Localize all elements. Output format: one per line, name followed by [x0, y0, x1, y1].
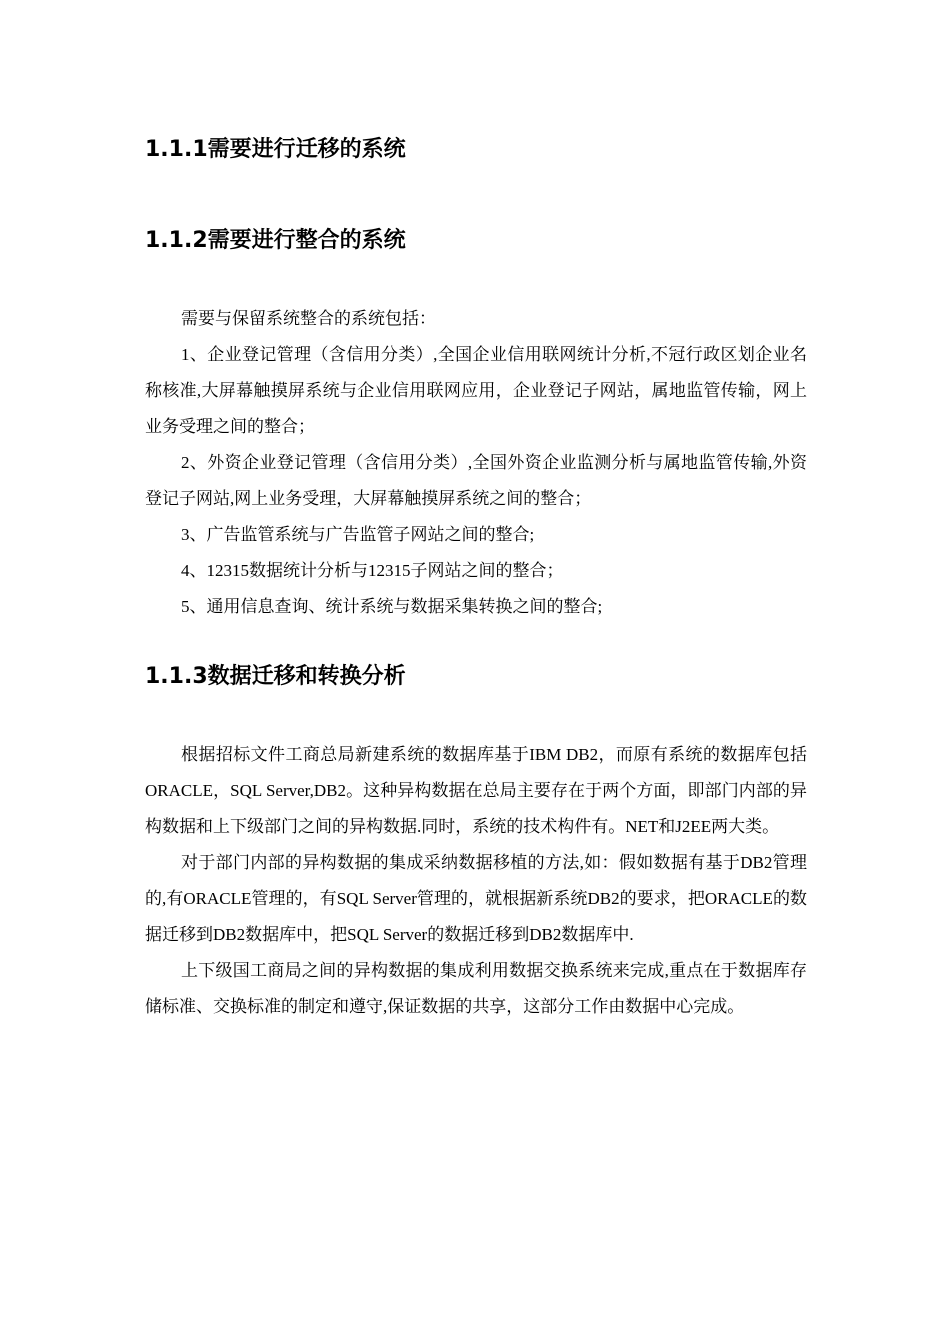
paragraph-item-5: 5、通用信息查询、统计系统与数据采集转换之间的整合; [181, 597, 603, 616]
paragraph-analysis-1: 根据招标文件工商总局新建系统的数据库基于IBM DB2，而原有系统的数据库包括ORACLE，SQL Server,DB2。这种异构数据在总局主要存在于两个方面，即部门内部的异构数据和上下级部门之间的异构数据.同时，系统的技术构件有。NET和J2EE两大类。 [145, 745, 807, 836]
section-heading-1-1-2: 1.1.2需要进行整合的系统 [145, 228, 406, 253]
section-body-1-1-3 [145, 737, 807, 1025]
section-heading-1-1-3: 1.1.3数据迁移和转换分析 [145, 664, 406, 689]
paragraph-item-3: 3、广告监管系统与广告监管子网站之间的整合; [181, 525, 535, 544]
paragraph-item-1: 1、企业登记管理（含信用分类）,全国企业信用联网统计分析,不冠行政区划企业名称核准,大屏幕触摸屏系统与企业信用联网应用，企业登记子网站，属地监管传输，网上业务受理之间的整合； [145, 345, 807, 436]
paragraph-analysis-2: 对于部门内部的异构数据的集成采纳数据移植的方法,如：假如数据有基于DB2管理的,有ORACLE管理的，有SQL Server管理的，就根据新系统DB2的要求，把ORACLE的数据迁移到DB2数据库中，把SQL Server的数据迁移到DB2数据库中. [145, 853, 807, 944]
paragraph-intro: 需要与保留系统整合的系统包括： [181, 309, 436, 328]
paragraph-item-4: 4、12315数据统计分析与12315子网站之间的整合； [181, 561, 564, 580]
section-body-1-1-2 [145, 301, 807, 625]
paragraph-item-2: 2、外资企业登记管理（含信用分类）,全国外资企业监测分析与属地监管传输,外资登记子网站,网上业务受理，大屏幕触摸屏系统之间的整合； [145, 453, 807, 508]
paragraph-analysis-3: 上下级国工商局之间的异构数据的集成利用数据交换系统来完成,重点在于数据库存储标准、交换标准的制定和遵守,保证数据的共享，这部分工作由数据中心完成。 [145, 961, 807, 1016]
section-heading-1-1-1: 1.1.1需要进行迁移的系统 [145, 137, 406, 162]
